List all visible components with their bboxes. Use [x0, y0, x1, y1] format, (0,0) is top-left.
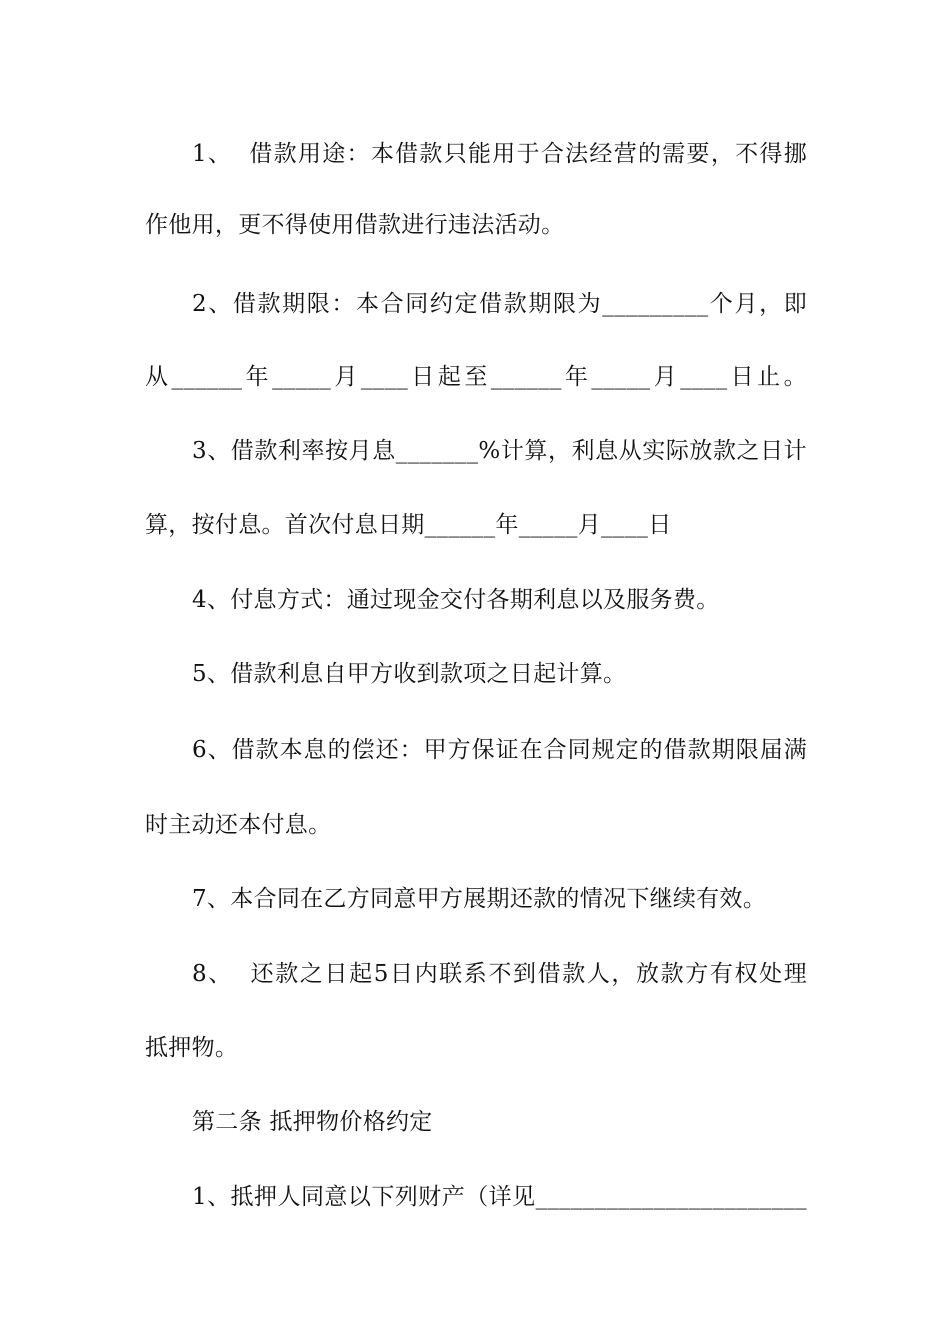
clause-8-line-2: 抵押物。 [145, 1035, 239, 1061]
clause-8-line-1: 8、 还款之日起5日内联系不到借款人，放款方有权处理 [192, 961, 807, 987]
clause-6-line-2: 时主动还本付息。 [145, 812, 332, 838]
section-heading: 第二条 抵押物价格约定 [192, 1109, 433, 1135]
clause-3-line-1: 3、借款利率按月息_______%计算，利息从实际放款之日计 [192, 438, 807, 464]
clause-5-line: 5、借款利息自甲方收到款项之日起计算。 [192, 661, 627, 687]
section-2-clause-1-line: 1、抵押人同意以下列财产（详见_______________________ [192, 1184, 807, 1210]
clause-4-line: 4、付息方式：通过现金交付各期利息以及服务费。 [192, 587, 720, 613]
clause-3-line-2: 算，按付息。首次付息日期______年_____月____日 [145, 512, 672, 538]
clause-1-line-2: 作他用，更不得使用借款进行违法活动。 [145, 212, 565, 238]
clause-1-line-1: 1、 借款用途：本借款只能用于合法经营的需要，不得挪 [192, 141, 807, 167]
clause-2-line-2: 从______年_____月____日起至______年_____月____日止。 [145, 364, 807, 390]
clause-6-line-1: 6、借款本息的偿还：甲方保证在合同规定的借款期限届满 [192, 737, 807, 763]
clause-7-line: 7、本合同在乙方同意甲方展期还款的情况下继续有效。 [192, 886, 767, 912]
clause-2-line-1: 2、借款期限：本合同约定借款期限为_________个月，即 [192, 291, 807, 317]
